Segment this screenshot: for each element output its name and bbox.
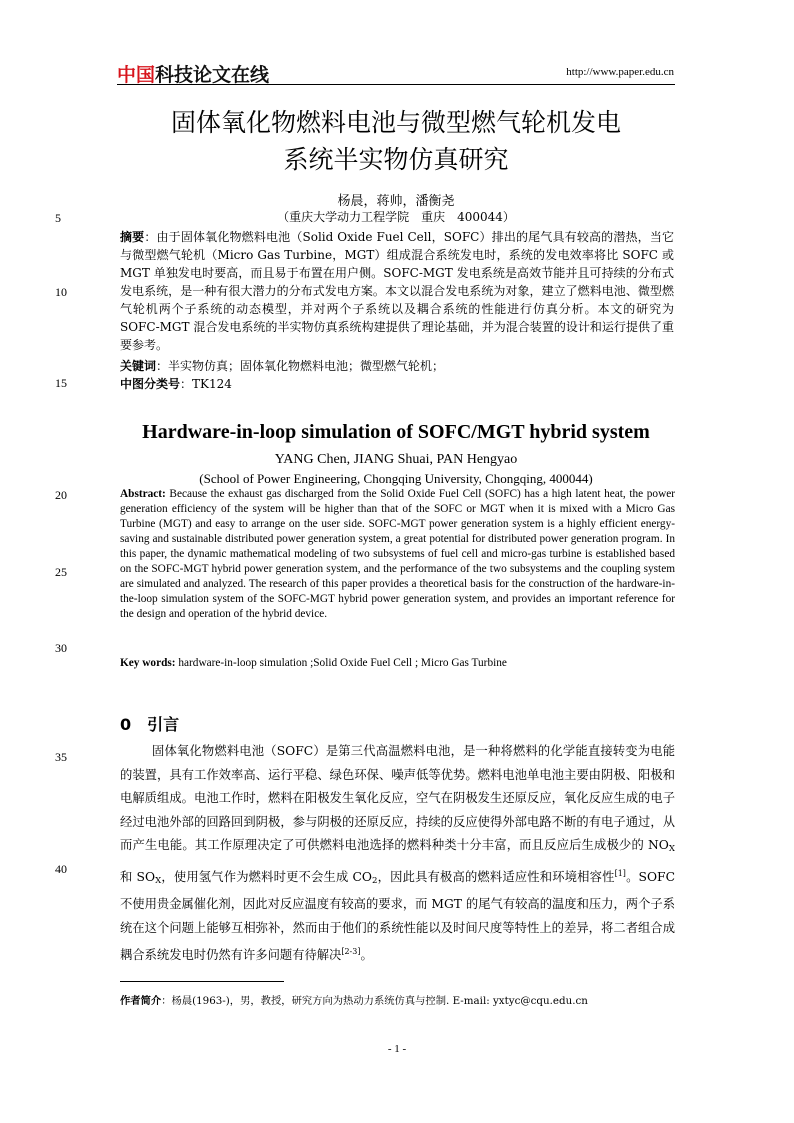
logo-black-text: 科技论文在线 bbox=[155, 64, 270, 86]
subscript: 2 bbox=[372, 875, 378, 886]
line-number: 15 bbox=[55, 376, 67, 390]
abstract-cn-label: 摘要 bbox=[120, 230, 145, 244]
line-number: 25 bbox=[55, 565, 67, 579]
line-number: 10 bbox=[55, 285, 67, 299]
affiliation-cn: （重庆大学动力工程学院 重庆 400044） bbox=[277, 210, 515, 224]
keywords-en-text: hardware-in-loop simulation ;Solid Oxide Fuel Cell ; Micro Gas Turbine bbox=[175, 657, 507, 669]
subscript: X bbox=[668, 844, 675, 854]
footnote-divider bbox=[120, 981, 284, 982]
classification-cn-label: 中图分类号 bbox=[120, 377, 181, 391]
classification-cn bbox=[120, 375, 674, 393]
section-title: 引言 bbox=[147, 715, 180, 734]
body-text: 。 bbox=[360, 948, 373, 963]
abstract-cn bbox=[120, 228, 674, 354]
footnote-label: 作者简介 bbox=[120, 995, 162, 1007]
page-number: - 1 - bbox=[387, 1043, 407, 1055]
subscript: X bbox=[155, 875, 162, 886]
keywords-en-label: Key words: bbox=[120, 657, 176, 669]
line-number: 40 bbox=[55, 862, 67, 876]
body-text: 。SOFC 不使用贵金属催化剂，因此对反应温度有较高的要求，而 MGT 的尾气有较高的温度和压力，两个子系统在这个问题上能够互相弥补，然而由于他们的系统性能以及时间尺度等特性上的差异，将二者组合成耦合系统发电时仍然有许多问题有待解决 bbox=[120, 869, 675, 963]
body-text: 和 SO bbox=[120, 869, 156, 884]
journal-logo bbox=[117, 60, 269, 87]
header-url[interactable]: http://www.paper.edu.cn bbox=[566, 66, 674, 78]
classification-cn-text: ：TK124 bbox=[180, 377, 232, 391]
line-number: 20 bbox=[55, 488, 67, 502]
body-text: 固体氧化物燃料电池（SOFC）是第三代高温燃料电池，是一种将燃料的化学能直接转变为电能的装置，具有工作效率高、运行平稳、绿色环保、噪声低等优势。燃料电池单电池主要由阴极、阳极和电解质组成。电池工作时，燃料在阳极发生氧化反应，空气在阴极发生还原反应，氧化反应生成的电子经过电池外部的回路回到阴极，参与阴极的还原反应，持续的反应使得外部电路不断的有电子通过，从而产生电能。其工作原理决定了可供燃料电池选择的燃料种类十分丰富，而且反应后生成极少的 NO bbox=[120, 744, 675, 852]
abstract-en-label: Abstract: bbox=[120, 488, 166, 500]
authors-cn: 杨晨，蒋帅，潘衡尧 bbox=[337, 194, 455, 209]
footnote-text: ：杨晨(1963-)，男，教授，研究方向为热动力系统仿真与控制. E-mail: yxtyc@cqu.edu.cn bbox=[161, 995, 588, 1007]
body-paragraph bbox=[120, 740, 675, 968]
abstract-en bbox=[120, 487, 675, 622]
keywords-cn-label: 关键词 bbox=[120, 359, 157, 373]
paper-title-cn bbox=[117, 104, 675, 178]
line-number: 5 bbox=[55, 211, 61, 225]
section-number: 0 bbox=[120, 715, 132, 734]
citation-ref[interactable]: [2-3] bbox=[341, 947, 361, 957]
body-text: ，使用氢气作为燃料时更不会生成 CO bbox=[161, 869, 372, 884]
title-cn-line1: 固体氧化物燃料电池与微型燃气轮机发电 bbox=[170, 108, 621, 137]
line-number: 30 bbox=[55, 641, 67, 655]
author-footnote bbox=[120, 992, 675, 1007]
abstract-en-text: Because the exhaust gas discharged from the Solid Oxide Fuel Cell (SOFC) has a high latent heat, the power generation efficiency of the system will be higher than that of the SOFC or MGT when it is mixed with a Micro Gas Turbine (MGT) and easy to arrange on the user side. SOFC-MGT power generation system is a highly efficient energy-saving and sustainable distributed power generation system, a great potential for distributed power generation program. In this paper, the dynamic mathematical modeling of two subsystems of fuel cell and micro-gas turbine is established based on the SOFC-MGT hybrid power generation system, and the performance of the two subsystems and the coupling system are simulated and analyzed. The research of this paper provides a theoretical basis for the construction of the hardware-in-the-loop simulation system of the SOFC-MGT hybrid power generation system, and provides an important reference for the design and operation of the hybrid device. bbox=[120, 488, 675, 620]
body-text: ，因此具有极高的燃料适应性和环境相容性 bbox=[377, 869, 615, 884]
line-number: 35 bbox=[55, 750, 67, 764]
keywords-en bbox=[120, 656, 675, 671]
paper-title-en: Hardware-in-loop simulation of SOFC/MGT hybrid system bbox=[142, 421, 650, 443]
title-cn-line2: 系统半实物仿真研究 bbox=[283, 145, 509, 174]
authors-en: YANG Chen, JIANG Shuai, PAN Hengyao bbox=[274, 452, 518, 467]
affiliation-en: (School of Power Engineering, Chongqing University, Chongqing, 400044) bbox=[199, 471, 593, 486]
keywords-cn-text: ：半实物仿真；固体氧化物燃料电池；微型燃气轮机； bbox=[156, 359, 445, 373]
header-divider bbox=[117, 84, 675, 85]
abstract-cn-text: ：由于固体氧化物燃料电池（Solid Oxide Fuel Cell，SOFC）排出的尾气具有较高的潜热，当它与微型燃气轮机（Micro Gas Turbine，MGT）组成混合系统发电时，系统的发电效率将比 SOFC 或 MGT 单独发电时要高，而且易于布置在用户侧。SOFC-MGT 发电系统是高效节能并且可持续的分布式发电系统，是一种有很大潜力的分布式发电方案。本文以混合发电系统为对象，建立了燃料电池、微型燃气轮机两个子系统的动态模型，并对两个子系统以及耦合系统的性能进行仿真分析。本文的研究为 SOFC-MGT 混合发电系统的半实物仿真系统构建提供了理论基础，并为混合装置的设计和运行提供了重要参考。 bbox=[120, 230, 674, 352]
section-heading bbox=[120, 712, 179, 735]
keywords-cn bbox=[120, 357, 674, 375]
citation-ref[interactable]: [1] bbox=[614, 868, 626, 878]
logo-red-text: 中国 bbox=[117, 64, 156, 86]
